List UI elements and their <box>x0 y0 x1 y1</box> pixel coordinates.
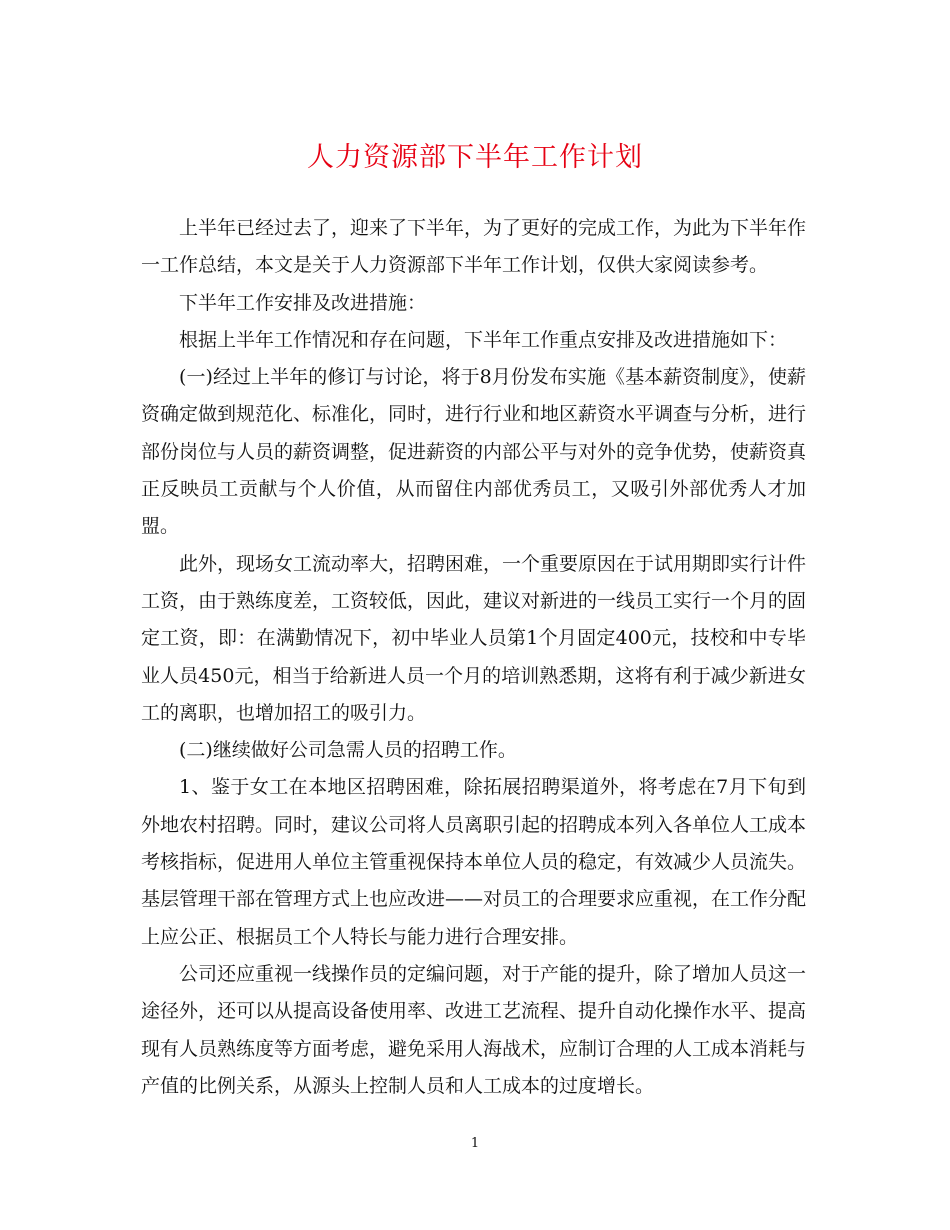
document-body <box>141 210 806 1105</box>
paragraph: 根据上半年工作情况和存在问题，下半年工作重点安排及改进措施如下： <box>179 328 788 351</box>
page-number: 1 <box>470 1136 480 1151</box>
paragraph: 公司还应重视一线操作员的定编问题，对于产能的提升，除了增加人员这一途径外，还可以从提高设备使用率、改进工艺流程、提升自动化操作水平、提高现有人员熟练度等方面考虑，避免采用人海战术，应制订合理的人工成本消耗与产值的比例关系，从源头上控制人员和人工成本的过度增长。 <box>141 962 807 1097</box>
paragraph: (二)继续做好公司急需人员的招聘工作。 <box>179 739 517 762</box>
paragraph: (一)经过上半年的修订与讨论，将于8月份发布实施《基本薪资制度》，使薪资确定做到规范化、标准化，同时，进行行业和地区薪资水平调查与分析，进行部份岗位与人员的薪资调整，促进薪资的内部公平与对外的竞争优势，使薪资真正反映员工贡献与个人价值，从而留住内部优秀员工，又吸引外部优秀人才加盟。 <box>141 366 807 538</box>
paragraph: 1、鉴于女工在本地区招聘困难，除拓展招聘渠道外，将考虑在7月下旬到外地农村招聘。同时，建议公司将人员离职引起的招聘成本列入各单位人工成本考核指标，促进用人单位主管重视保持本单位人员的稳定，有效减少人员流失。 基层管理干部在管理方式上也应改进——对员工的合理要求应重视，在工作分配上应公正、根据员工个人特长与能力进行合理安排。 <box>141 776 807 948</box>
paragraph: 上半年已经过去了，迎来了下半年，为了更好的完成工作，为此为下半年作一工作总结，本文是关于人力资源部下半年工作计划，仅供大家阅读参考。 <box>141 217 807 277</box>
paragraph: 下半年工作安排及改进措施： <box>179 291 427 314</box>
document-title: 人力资源部下半年工作计划 <box>307 142 643 173</box>
paragraph: 此外，现场女工流动率大，招聘困难，一个重要原因在于试用期即实行计件工资，由于熟练度差，工资较低，因此，建议对新进的一线员工实行一个月的固定工资，即：在满勤情况下，初中毕业人员第1个月固定400元，技校和中专毕业人员450元，相当于给新进人员一个月的培训熟悉期，这将有利于减少新进女工的离职，也增加招工的吸引力。 <box>141 552 807 724</box>
